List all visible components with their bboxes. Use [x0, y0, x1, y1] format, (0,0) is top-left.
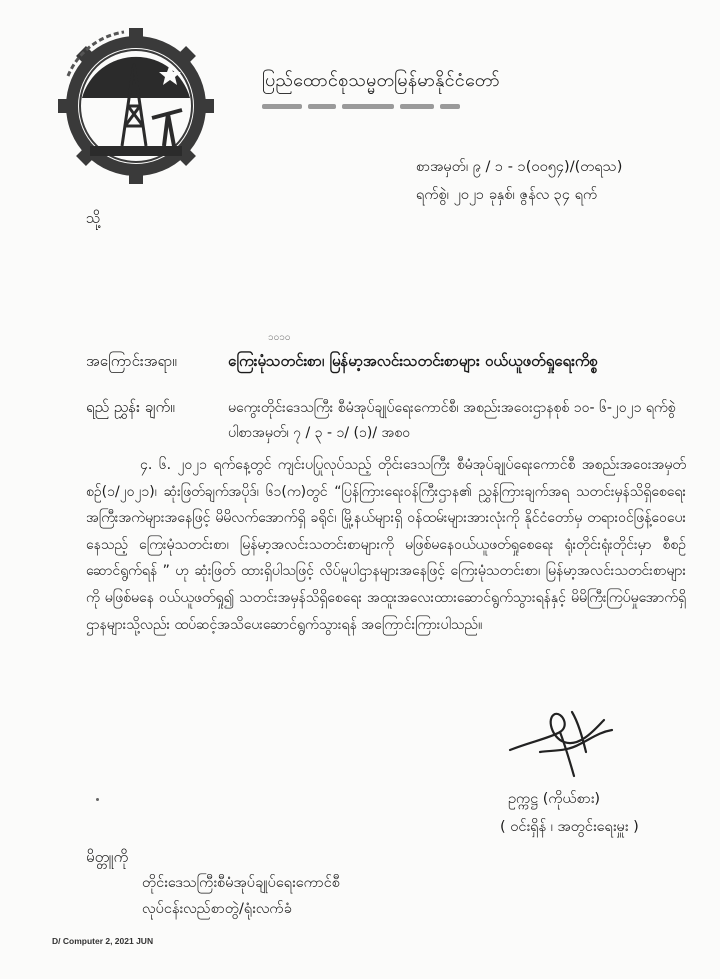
signer-name: ဥက္ကဋ္ဌ (ကိုယ်စား) [508, 791, 601, 807]
letter-date: ရက်စွဲ၊ ၂၀၂၁ ခုနှစ်၊ ဇွန်လ ၃၄ ရက် [416, 187, 598, 203]
letter-number: စာအမှတ်၊ ၉ / ၁ - ၁(၀၀၅၄)/(တရသ) [416, 159, 623, 175]
stamp-smudge: ၁၀၁၀ [268, 332, 291, 343]
signer-title: ( ဝင်းရှိန် ၊ အတွင်းရေးမှူး ) [500, 819, 639, 835]
footer-code: D/ Computer 2, 2021 JUN [52, 936, 154, 946]
copy-to-label: မိတ္တူကို [86, 848, 129, 866]
reference-label: ရည် ညွှန်း ချက်။ [86, 398, 175, 416]
reference-text: မကွေးတိုင်းဒေသကြီး စီမံအုပ်ချုပ်ရေးကောင်စီ၊ အစည်းအဝေးဌာနစုစ် ၁၀- ၆-၂၀၂၁ ရက်စွဲပါစာအမှတ်၊ ၇ / ၃ - ၁/ (၁)/ အစဝ [228, 400, 676, 441]
org-subtitle-faded [262, 96, 532, 110]
body-paragraph [86, 452, 686, 638]
subject-label: အကြောင်းအရာ။ [86, 352, 177, 370]
org-name: ပြည်ထောင်စုသမ္မတမြန်မာနိုင်ငံတော် [262, 70, 500, 91]
recipient-label: သို့ [86, 209, 101, 227]
subject-text: ကြေးမုံသတင်းစာ၊ မြန်မာ့အလင်းသတင်းစာများ ဝယ်ယူဖတ်ရှုရေးကိစ္စ [228, 352, 598, 370]
speck [96, 798, 99, 801]
copy-recipient-2: လုပ်ငန်းလည်စာတွဲ/ရုံးလက်ခံ [142, 901, 292, 917]
handwritten-signature [500, 692, 630, 792]
copy-recipient-1: တိုင်းဒေသကြီးစီမံအုပ်ချုပ်ရေးကောင်စီ [142, 875, 340, 891]
body-paragraph-text: ၄. ၆. ၂၀၂၁ ရက်နေ့တွင် ကျင်းပပြုလုပ်သည့် တိုင်းဒေသကြီး စီမံအုပ်ချုပ်ရေးကောင်စီ အစည်းအဝေးအမှတ်စဉ်(၁/၂၀၂၁)၊ ဆုံးဖြတ်ချက်အပိုဒ်၊ ၆၁(က)တွင် “ပြန်ကြားရေးဝန်ကြီးဌာန၏ ညွှန်ကြားချက်အရ သတင်းမှန်သိရှိစေရေး အကြီးအကဲများအနေဖြင့် မိမိလက်အောက်ရှိ ခရိုင်၊ မြို့နယ်များရှိ ဝန်ထမ်းများအားလုံးကို နိုင်ငံတော်မှ တရားဝင်ဖြန့်ဝေပေးနေသည့် ကြေးမုံသတင်းစာ၊ မြန်မာ့အလင်းသတင်းစာများကို မဖြစ်မနေဝယ်ယူဖတ်ရှုစေရေး ရုံးတိုင်းရုံးတိုင်းမှာ စီစဉ်ဆောင်ရွက်ရန် ” ဟု ဆုံးဖြတ် ထားရှိပါသဖြင့် လိပ်မူပါဌာနများအနေဖြင့် ကြေးမုံသတင်းစာ၊ မြန်မာ့အလင်းသတင်းစာများကို မဖြစ်မနေ ဝယ်ယူဖတ်ရှု၍ သတင်းအမှန်သိရှိစေရေး အထူးအလေးထားဆောင်ရွက်သွားရန်နှင့် မိမိကြီးကြပ်မှုအောက်ရှိ ဌာနများသို့လည်း ထပ်ဆင့်အသိပေးဆောင်ရွက်သွားရန် အကြောင်းကြားပါသည်။ [86, 457, 686, 633]
oil-derrick-seal-icon [24, 6, 232, 214]
